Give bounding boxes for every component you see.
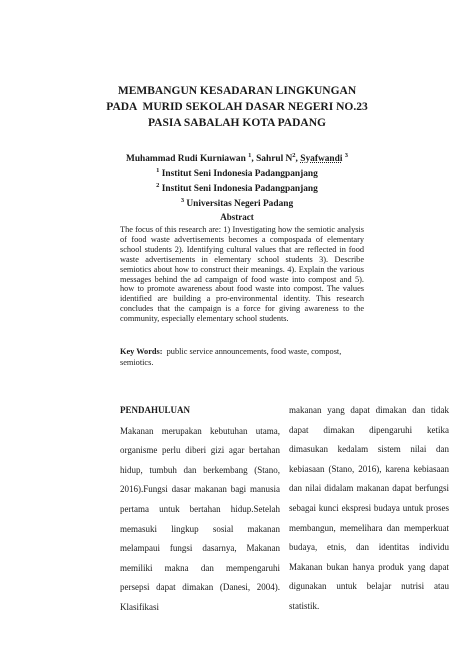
- author-sep: ,: [295, 154, 301, 165]
- body-column-left: [120, 401, 280, 618]
- keywords-label: Key Words: [120, 347, 160, 356]
- title-line-2: PADA MURID SEKOLAH DASAR NEGERI NO.23: [106, 101, 368, 113]
- affiliation-1: [0, 165, 474, 180]
- affiliation-2: [0, 180, 474, 195]
- author-2-sup: 2: [292, 152, 296, 159]
- author-2: Sahrul N: [256, 154, 293, 165]
- author-3-sup: 3: [344, 152, 349, 159]
- author-1-sup: 1: [248, 152, 252, 159]
- keywords: [120, 347, 364, 368]
- section-heading: PENDAHULUAN: [120, 405, 191, 415]
- aff-2-num: 2: [156, 182, 160, 190]
- aff-3-num: 3: [180, 197, 185, 205]
- affiliation-3: [0, 195, 474, 210]
- aff-3-text: Universitas Negeri Padang: [186, 199, 294, 210]
- title-line-3: PASIA SABALAH KOTA PADANG: [148, 117, 326, 129]
- abstract-text: The focus of this research are: 1) Investigating how the semiotic analysis of food waste advertisements becomes a compospada of elementary school students 2). Identifying cultural values that are reflected in food waste advertisements in elementary school students 3). Describe semiotics about how to construct their meanings. 4). Explain the various messages behind the ad campaign of food waste into compost and 5). how to promote awareness about food waste into compost. The values identified are building a pro-environmental identity. This research concludes that the campaign is a force for giving awareness to the community, especially elementary school students.: [120, 225, 364, 324]
- paper-title: [0, 83, 474, 131]
- aff-1-num: 1: [156, 167, 160, 175]
- body-paragraph-left: Makanan merupakan kebutuhan utama, organisme perlu diberi gizi agar bertahan hidup, tumbuh dan berkembang (Stano, 2016).Fungsi dasar makanan bagi manusia pertama untuk bertahan hidup.Setelah memasuki lingkup sosial makanan melampaui fungsi dasarnya, Makanan memiliki makna dan mempengaruhi persepsi dapat dimakan (Danesi, 2004). Klasifikasi: [120, 425, 280, 612]
- aff-2-text: Institut Seni Indonesia Padangpanjang: [161, 184, 318, 195]
- aff-1-text: Institut Seni Indonesia Padangpanjang: [161, 169, 318, 180]
- title-line-1: MEMBANGUN KESADARAN LINGKUNGAN: [117, 85, 357, 97]
- abstract-heading: Abstract: [220, 212, 254, 222]
- author-1: Muhammad Rudi Kurniawan: [125, 154, 246, 165]
- author-sep: ,: [251, 154, 257, 165]
- author-names: [0, 150, 474, 165]
- keywords-colon: :: [159, 347, 163, 356]
- author-block: [0, 150, 474, 211]
- author-3: Syafwandi: [300, 154, 343, 165]
- keywords-text: public service announcements, food waste, compost, semiotics.: [120, 347, 342, 367]
- body-column-right: [289, 401, 449, 617]
- body-paragraph-right: makanan yang dapat dimakan dan tidak dapat dimakan dipengaruhi ketika dimasukan kedalam sistem nilai dan kebiasaan (Stano, 2016), karena kebiasaan dan nilai didalam makanan dapat berfungsi sebagai kunci ekspresi budaya untuk proses membangun, memelihara dan memperkuat budaya, etnis, dan identitas individu Makanan bukan hanya produk yang dapat digunakan untuk belajar nutrisi atau statistik.: [289, 405, 449, 611]
